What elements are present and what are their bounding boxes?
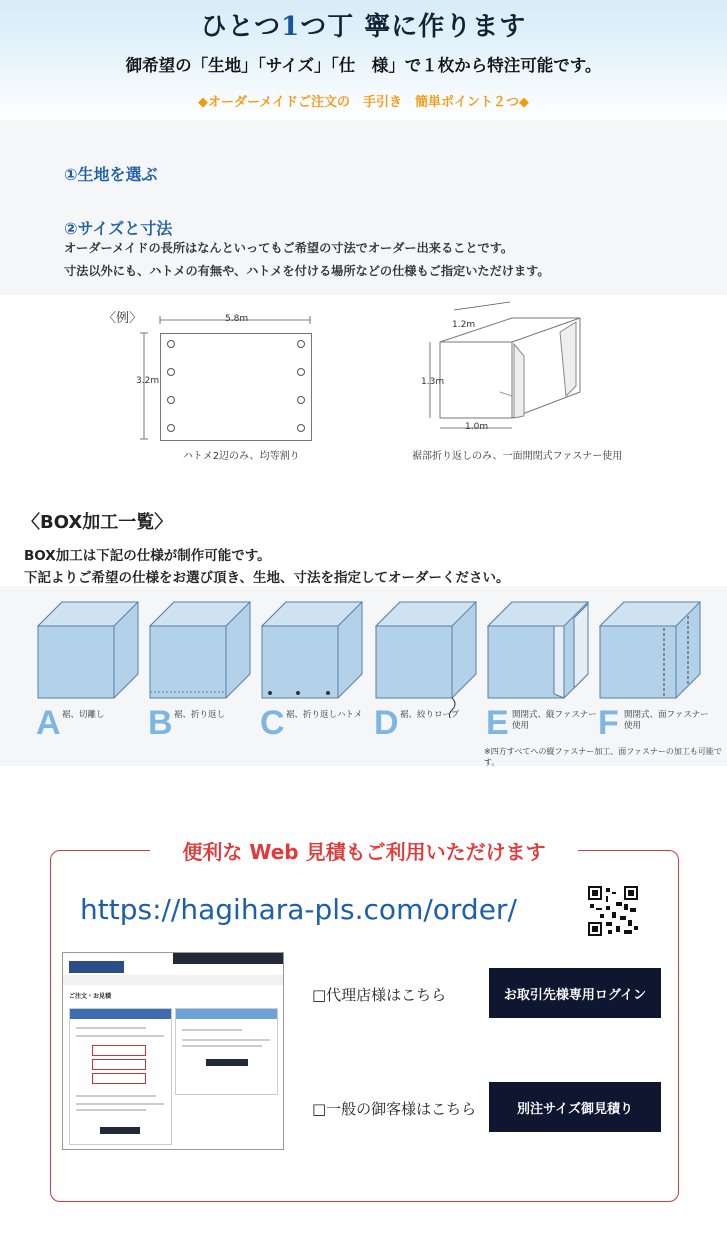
step-1-title: ①生地を選ぶ: [64, 165, 158, 184]
shot-link-chip: [92, 1045, 146, 1056]
box-a-icon: [34, 598, 152, 704]
box-d-icon: [372, 598, 490, 718]
box-letter-b: B: [148, 704, 173, 742]
shot-text-line: [182, 1039, 270, 1041]
box-list-heading: 〈BOX加工一覧〉: [22, 512, 173, 533]
box-type-c: [258, 598, 376, 748]
shot-link-chip: [92, 1059, 146, 1070]
box-letter-f: F: [598, 704, 619, 742]
box-list-line-1: BOX加工は下記の仕様が制作可能です。: [24, 548, 271, 564]
shot-text-line: [182, 1029, 242, 1031]
box-note: ※四方すべてへの縦ファスナー加工、面ファスナーの加工も可能です。: [484, 747, 722, 767]
hero-title-part2: つ丁 寧に作ります: [300, 12, 527, 42]
shot-right-column: [175, 1008, 278, 1095]
hero-title: [0, 6, 727, 43]
box-cover-diagram: [410, 300, 610, 440]
box-list-line-2: 下記よりご希望の仕様をお選び頂き、生地、寸法を指定してオーダーください。: [24, 570, 510, 586]
shot-text-line: [76, 1027, 146, 1029]
box-e-icon: [484, 598, 602, 704]
order-url-link[interactable]: https://hagihara-pls.com/order/: [80, 893, 517, 926]
panel-height-label: 3.2m: [136, 376, 160, 386]
shot-breadcrumb: [63, 975, 283, 985]
box-caption-d: 裾、絞りロープ: [400, 710, 460, 720]
general-customer-label: □一般の御客様はこちら: [312, 1100, 477, 1118]
step-2-title: ②サイズと寸法: [64, 219, 173, 238]
box-type-f: [596, 598, 714, 748]
shot-left-column: [69, 1008, 172, 1145]
box-b-icon: [146, 598, 264, 704]
shot-text-line: [76, 1109, 146, 1111]
agent-label: □代理店様はこちら: [312, 986, 447, 1004]
box-letter-d: D: [374, 704, 399, 742]
shot-link-chip: [92, 1073, 146, 1084]
box-caption-e: 開閉式、縦ファスナー使用: [512, 710, 597, 731]
box-type-a: [34, 598, 152, 748]
shot-button: [206, 1059, 248, 1066]
panel-width-label: 5.8m: [225, 314, 249, 324]
shot-text-line: [76, 1035, 164, 1037]
shot-right-header: [176, 1009, 277, 1019]
step-2-line-1: オーダーメイドの長所はなんといってもご希望の寸法でオーダー出来ることです。: [64, 241, 514, 255]
qr-code-icon[interactable]: [588, 886, 638, 936]
box-type-e: [484, 598, 602, 748]
box-c-icon: [258, 598, 376, 704]
shot-nav-bar: [173, 953, 283, 964]
box-type-b: [146, 598, 264, 748]
box-f-icon: [596, 598, 714, 704]
box-caption: 裾部折り返しのみ、一面開閉式ファスナー使用: [412, 451, 623, 462]
box-letter-e: E: [486, 704, 509, 742]
box-type-d: [372, 598, 490, 748]
shot-text-line: [76, 1095, 156, 1097]
box-letter-a: A: [36, 704, 61, 742]
shot-text-line: [76, 1103, 164, 1105]
hero-title-number: 1: [281, 12, 301, 42]
shot-left-header: [70, 1009, 171, 1019]
panel-caption: ハトメ2辺のみ、均等割り: [183, 451, 300, 462]
box-depth-label: 1.2m: [452, 320, 476, 330]
box-width-label: 1.0m: [465, 422, 489, 432]
order-guide-heading: ◆オーダーメイドご注文の 手引き 簡単ポイント２つ◆: [197, 95, 530, 110]
web-estimate-title: 便利な Web 見積もご利用いただけます: [150, 836, 578, 865]
step-2-line-2: 寸法以外にも、ハトメの有無や、ハトメを付ける場所などの仕様もご指定いただけます。: [64, 264, 550, 278]
example-label: 〈例〉: [103, 311, 143, 326]
box-caption-c: 裾、折り返しハトメ: [286, 710, 363, 720]
order-site-screenshot: [62, 952, 284, 1150]
shot-logo: [69, 961, 124, 973]
box-caption-f: 開閉式、面ファスナー使用: [624, 710, 709, 731]
custom-size-quote-button[interactable]: 別注サイズ御見積り: [489, 1082, 661, 1132]
hero-subtitle: 御希望の「生地」「サイズ」「仕 様」で１枚から特注可能です。: [125, 56, 602, 75]
box-caption-b: 裾、折り返し: [174, 710, 226, 720]
hero-title-part1: ひとつ: [200, 12, 282, 42]
shot-text-line: [182, 1045, 262, 1047]
box-height-label: 1.3m: [421, 377, 445, 387]
box-caption-a: 裾、切離し: [62, 710, 105, 720]
box-letter-c: C: [260, 704, 285, 742]
shot-button: [100, 1127, 140, 1134]
agent-login-button[interactable]: お取引先様専用ログイン: [489, 968, 661, 1018]
shot-page-title: ご注文・お見積: [69, 993, 112, 1000]
